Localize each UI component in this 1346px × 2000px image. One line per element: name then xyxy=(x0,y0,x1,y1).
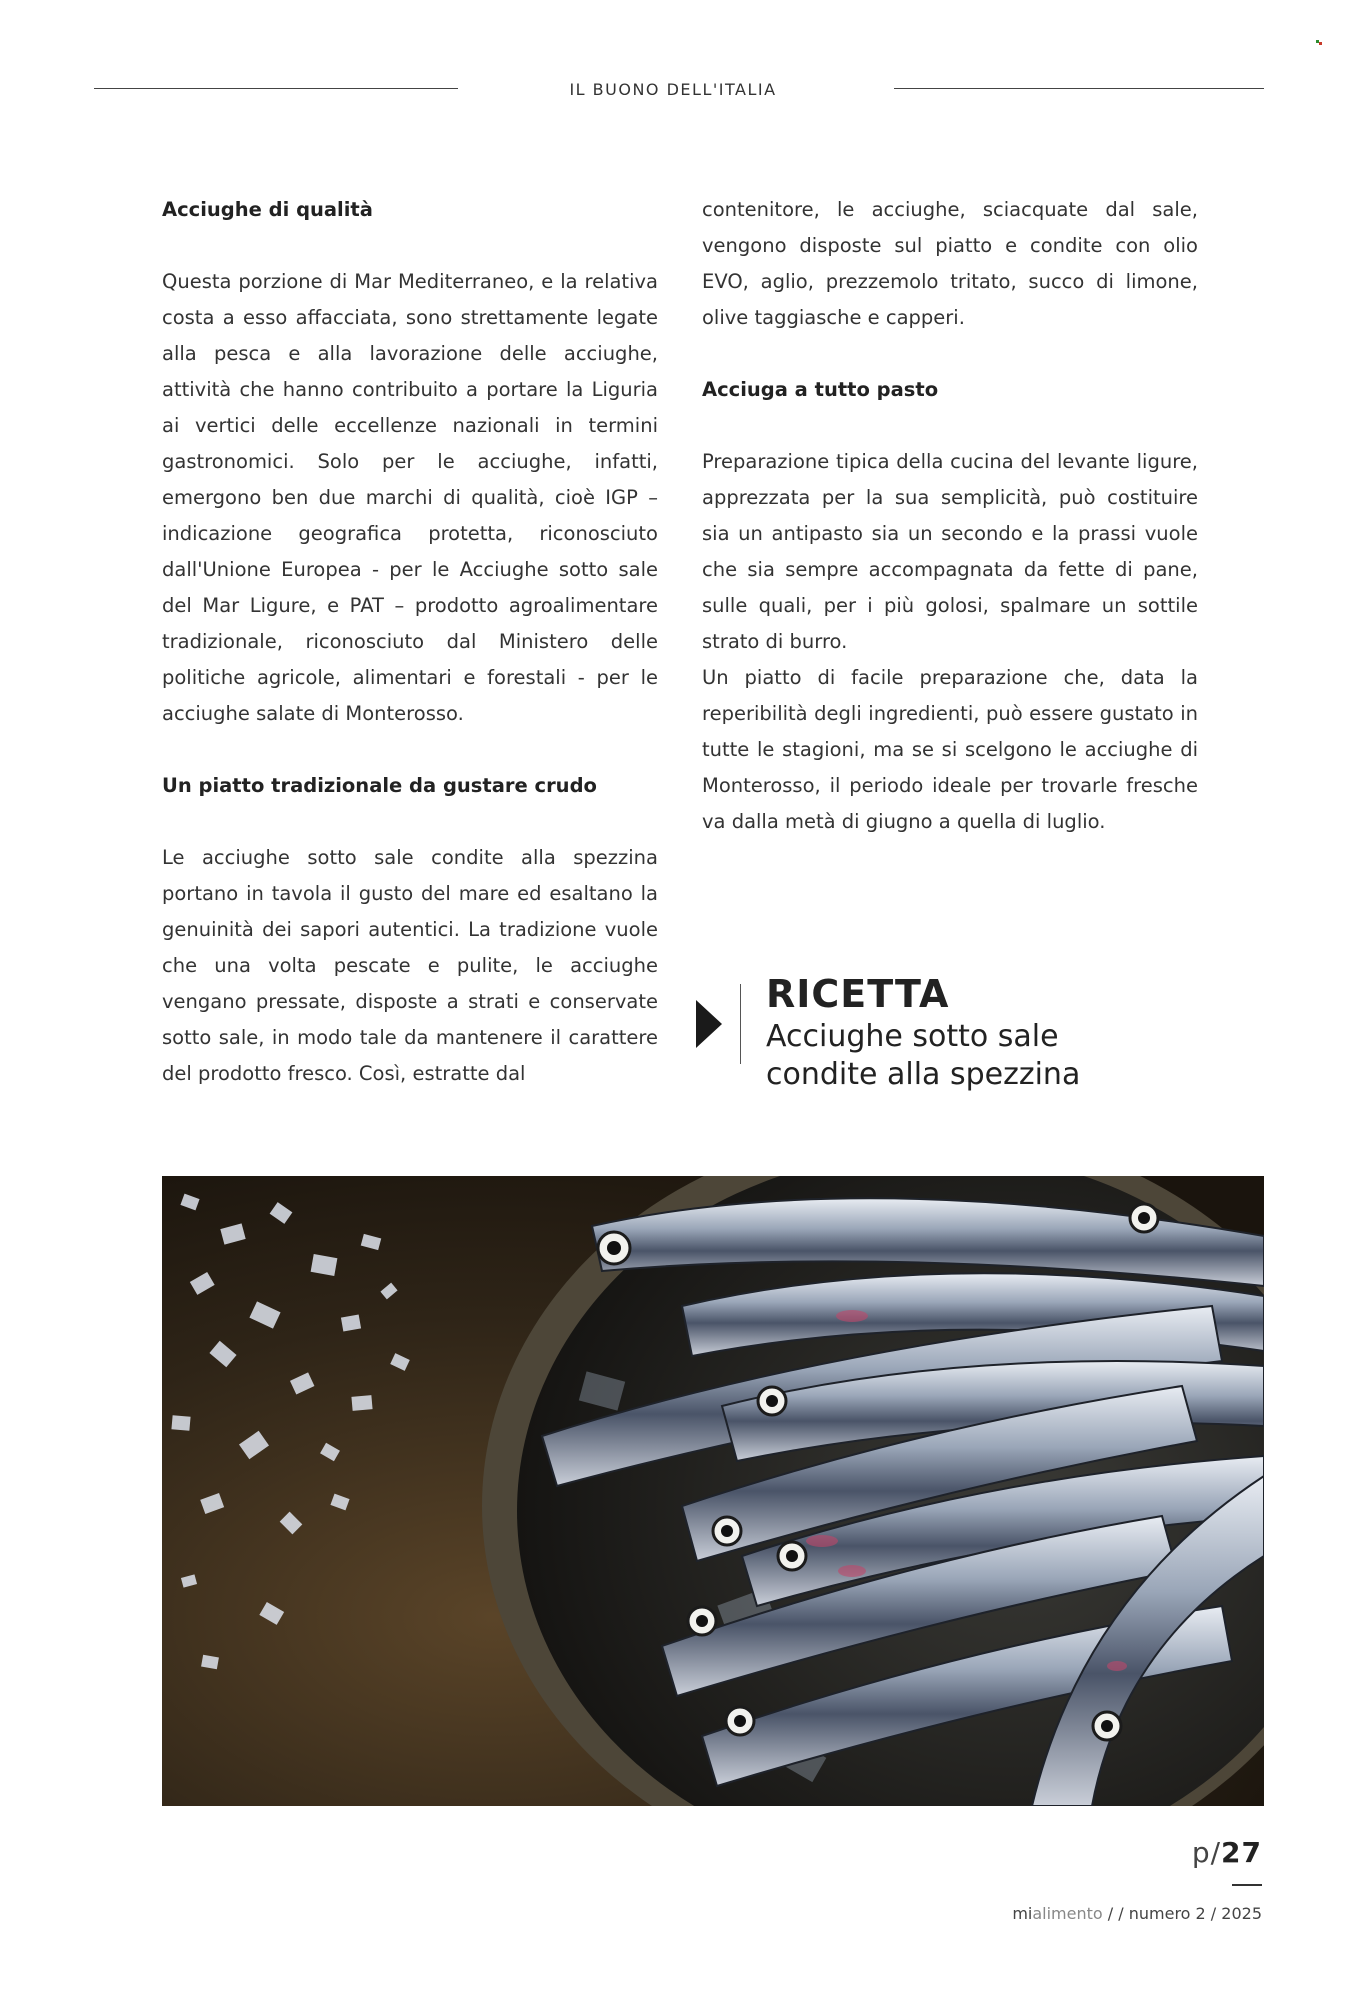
section-heading-every-course: Acciuga a tutto pasto xyxy=(702,378,939,401)
section-body-every-course-2: Un piatto di facile preparazione che, data la reperibilità degli ingredienti, può essere gustato in tutte le stagioni, ma se si scelgono le acciughe di Monterosso, il periodo ideale per trovarle fresche va dalla metà di giugno a quella di luglio. xyxy=(702,666,1198,833)
recipe-title-line1: Acciughe sotto sale xyxy=(766,1019,1059,1054)
corner-mark-icon xyxy=(1316,40,1323,46)
continuation-paragraph: contenitore, le acciughe, sciacquate dal sale, vengono disposte sul piatto e condite con olio EVO, aglio, prezzemolo tritato, succo di limone, olive taggiasche e capperi. xyxy=(702,198,1198,329)
left-column xyxy=(162,192,658,1092)
page-number-value: 27 xyxy=(1221,1836,1262,1869)
header-rule-right xyxy=(894,88,1264,89)
recipe-title xyxy=(766,1018,1080,1094)
brand-alimento: alimento xyxy=(1032,1904,1103,1923)
section-body-quality: Questa porzione di Mar Mediterraneo, e la relativa costa a esso affacciata, sono strettamente legate alla pesca e alla lavorazione delle acciughe, attività che hanno contribuito a portare la Liguria ai vertici delle eccellenze nazionali in termini gastronomici. Solo per le acciughe, infatti, emergono ben due marchi di qualità, cioè IGP – indicazione geografica protetta, riconosciuto dall'Unione Europea - per le Acciughe sotto sale del Mar Ligure, e PAT – prodotto agroalimentare tradizionale, riconosciuto dal Ministero delle politiche agricole, alimentari e forestali - per le acciughe salate di Monterosso. xyxy=(162,270,658,725)
brand-mi: mi xyxy=(1012,1904,1033,1923)
play-arrow-icon xyxy=(696,1000,722,1048)
running-header: IL BUONO DELL'ITALIA xyxy=(569,80,777,99)
issue-info: / / numero 2 / 2025 xyxy=(1102,1904,1262,1923)
page-number xyxy=(1192,1836,1262,1869)
right-column xyxy=(702,192,1198,840)
section-body-raw-dish: Le acciughe sotto sale condite alla spezzina portano in tavola il gusto del mare ed esaltano la genuinità dei sapori autentici. La tradizione vuole che una volta pescate e pulite, le acciughe vengano pressate, disposte a strati e conservate sotto sale, in modo tale da mantenere il carattere del prodotto fresco. Così, estratte dal xyxy=(162,846,658,1085)
section-heading-quality: Acciughe di qualità xyxy=(162,198,373,221)
section-heading-raw-dish: Un piatto tradizionale da gustare crudo xyxy=(162,774,597,797)
anchovies-photo xyxy=(162,1176,1264,1806)
recipe-title-line2: condite alla spezzina xyxy=(766,1057,1081,1092)
recipe-divider xyxy=(740,984,741,1064)
page-prefix: p/ xyxy=(1191,1836,1222,1869)
recipe-kicker: RICETTA xyxy=(766,972,950,1016)
footer-credit xyxy=(1012,1904,1262,1923)
section-body-every-course-1: Preparazione tipica della cucina del levante ligure, apprezzata per la sua semplicità, può costituire sia un antipasto sia un secondo e la prassi vuole che sia sempre accompagnata da fette di pane, sulle quali, per i più golosi, spalmare un sottile strato di burro. xyxy=(702,450,1198,653)
page-number-underline xyxy=(1232,1884,1262,1886)
